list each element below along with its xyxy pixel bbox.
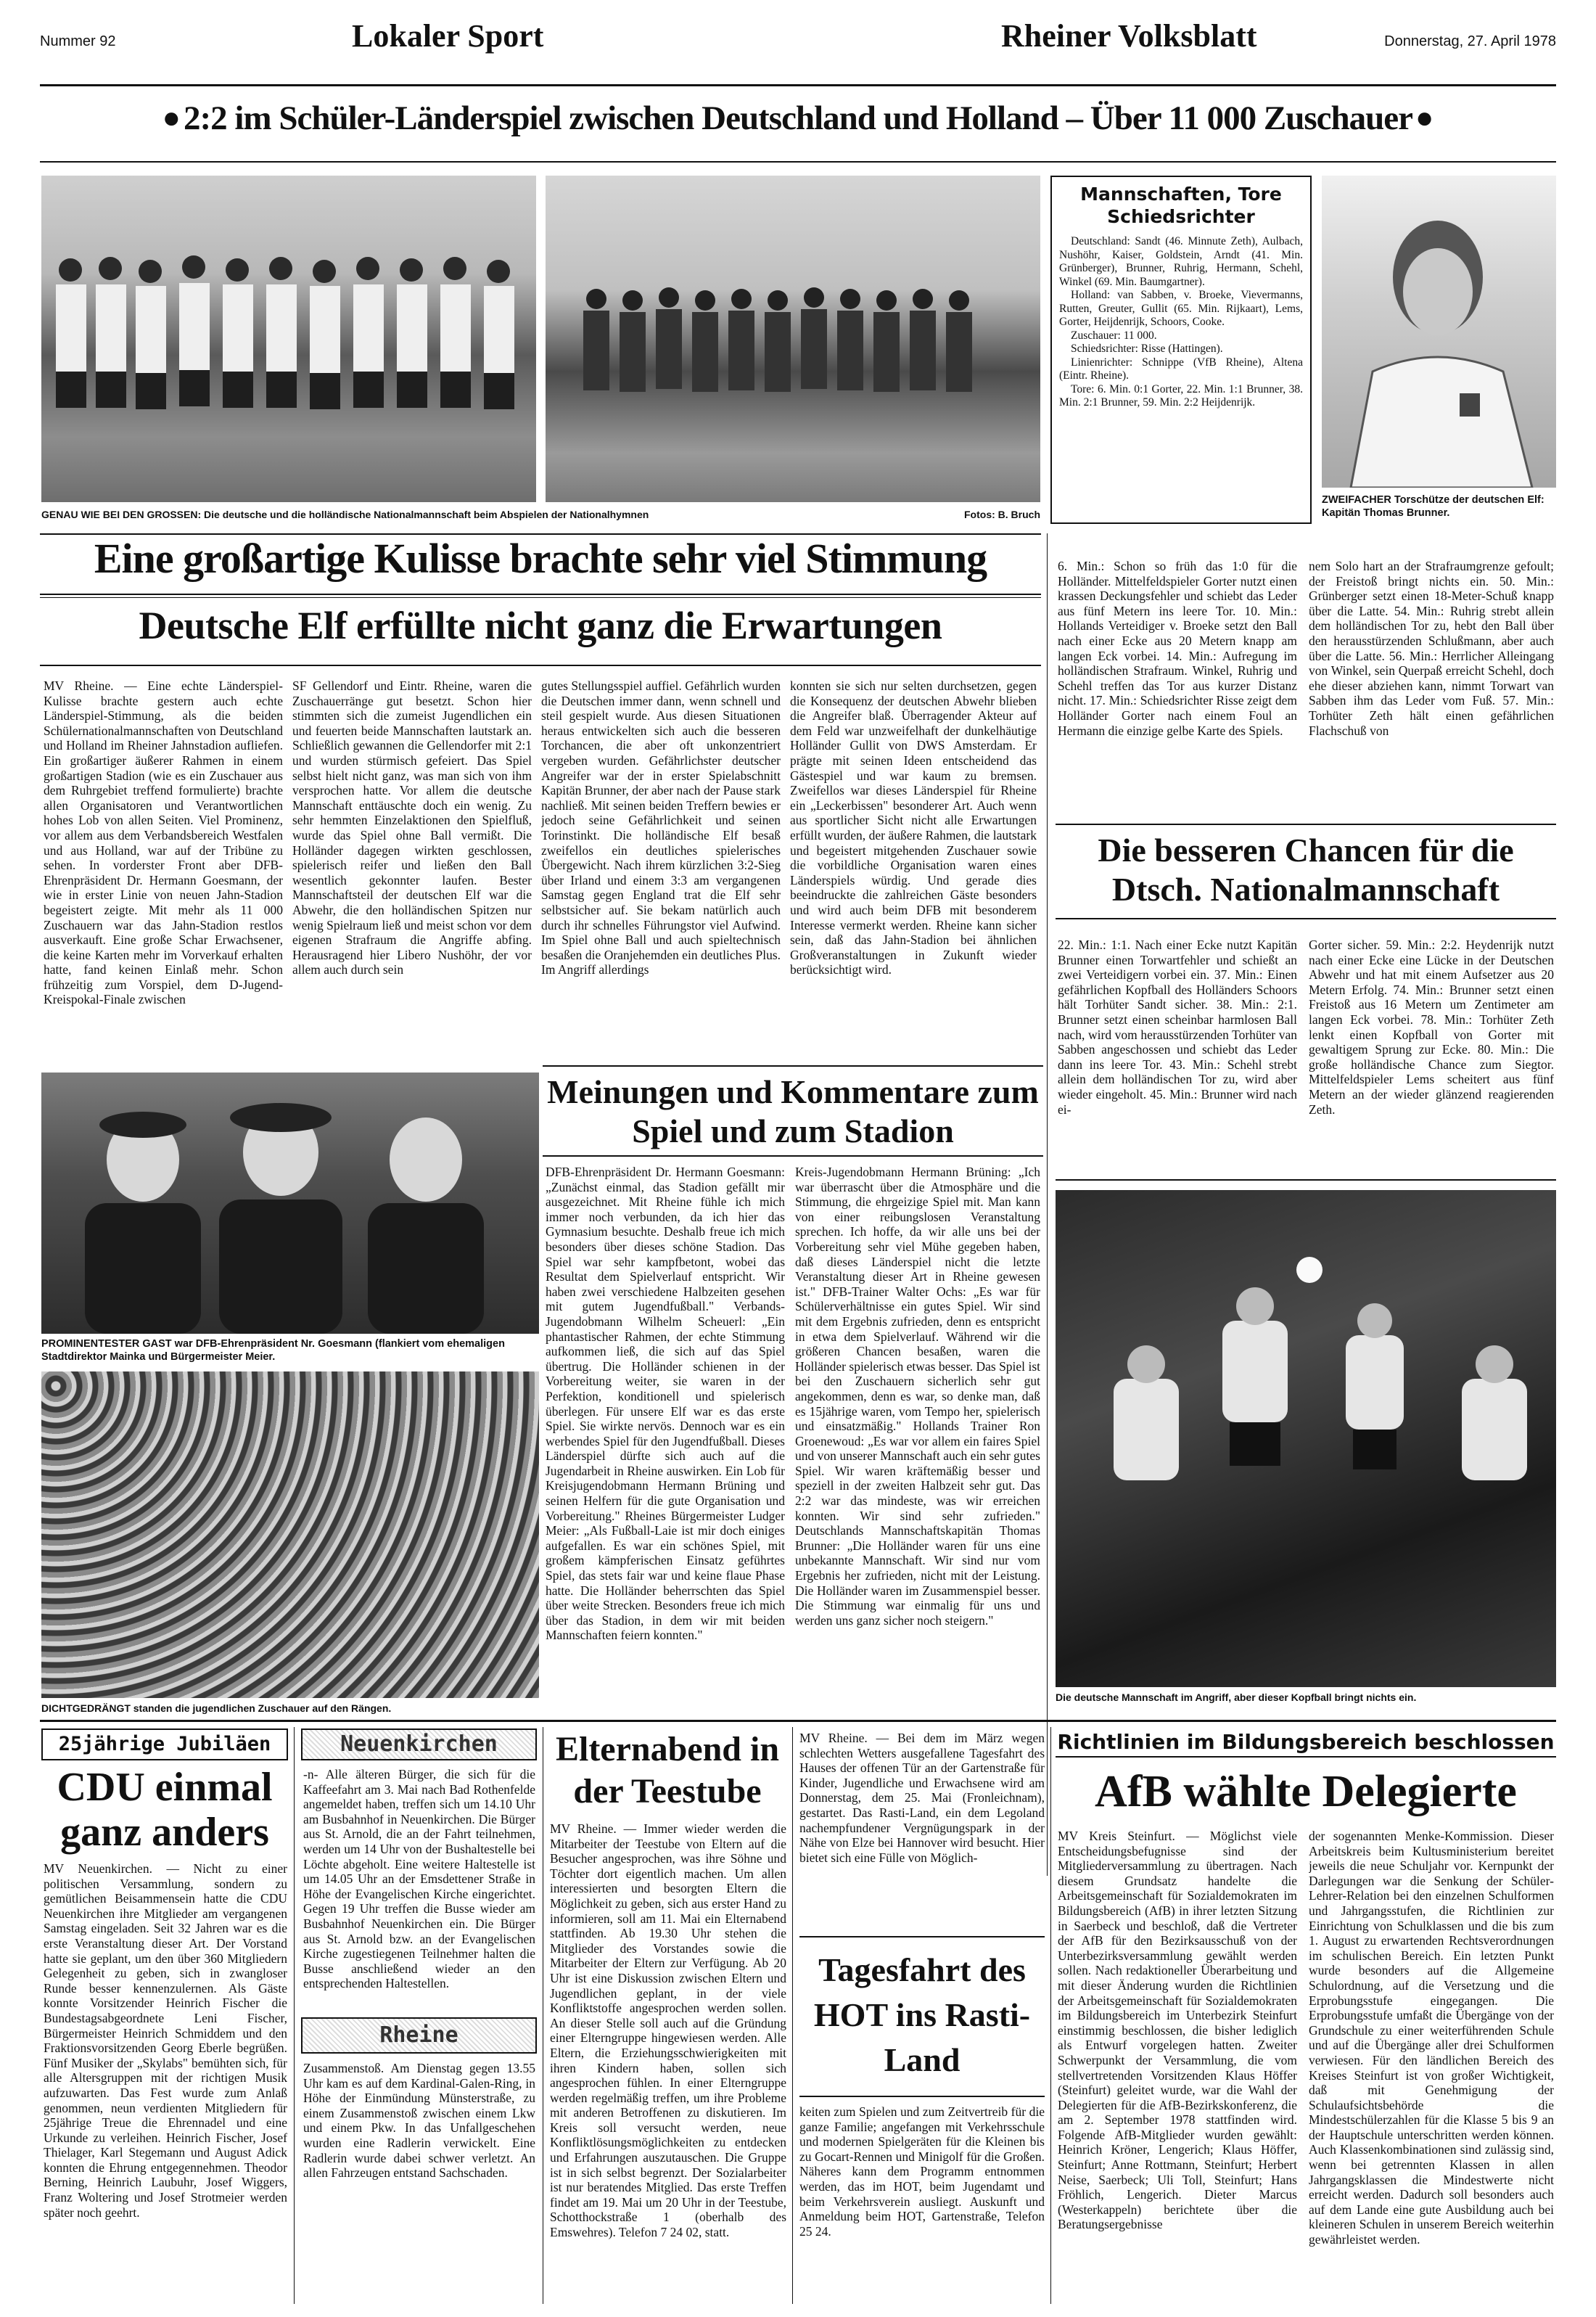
anthem-photo-left	[41, 176, 536, 502]
column-rule	[294, 1727, 295, 2304]
rheine-kicker: Rheine	[301, 2017, 537, 2054]
elternabend-body: MV Rheine. — Immer wieder werden die Mitarbeiter der Teestube von Eltern auf die Besucher angesprochen, was ihre Söhne und Töchter dort eigentlich machen. Um allen interessierten und besorgten Eltern die Möglichkeit zu geben, sich aus erster Hand zu informieren, soll am 11. Mai ein Elternabend stattfinden. Ab 19.30 Uhr stehen die Mitglieder des Vorstandes sowie die Mitarbeiter der Eltern zur Verfügung. Ab 20 Uhr ist eine Diskussion zwischen Eltern und Jugendlichen geplant, in der viele Konfliktstoffe angesprochen werden sollen. An dieser Stelle soll auch auf die Gründung einer Elterngruppe hingewiesen werden. Alle Eltern, die Erziehungsschwierigkeiten mit ihren Kindern haben, sollen sich angesprochen fühlen. In einer Elterngruppe werden regelmäßig treffen, um ihre Probleme mit anderen Betroffenen zu diskutieren. Im Kreis soll versucht werden, neue Konfliktlösungsmöglichkeiten zu entdecken und Erfahrungen auszutauschen. Die Gruppe ist in sich selbst begrenzt. Der Sozialarbeiter ist nur beratendes Mitglied. Das erste Treffen findet am 19. Mai um 20 Uhr in der Teestube, Schotthockstraße 1 (oberhalb des Emswehres). Telefon 7 24 02, statt.	[550, 1821, 786, 2240]
chronicle-col2: nem Solo hart an der Strafraumgrenze gefoult; der Freistoß bringt nichts ein. 50. Min.: Grünberger setzt einen 18-Meter-Schuß knapp über die Latte. 54. Min.: Ruhrig strebt allein dem holländischen Tor zu, hebt den Ball über den herausstürzenden Schlußmann, aber auch über die Latte. 56. Min.: Herrlicher Alleingang von Winkel, sein Querpaß erreicht Schehl, doch ehe dieser abziehen kann, nimmt Torwart van Sabben ihm das Leder vom Fuß. 57. Min.: Torhüter Zeth hält einen gefährlichen Flachschuß von	[1309, 559, 1554, 738]
afb-kicker: Richtlinien im Bildungsbereich beschlossen	[1056, 1728, 1556, 1758]
column-rule	[1047, 533, 1048, 1876]
caption-text: Die deutsche und die holländische Nationalmannschaft beim Abspielen der Nationalhymnen	[204, 509, 649, 520]
cdu-headline: CDU einmal ganz anders	[57, 1765, 273, 1855]
section-rule	[1056, 824, 1556, 825]
banner-headline: 2:2 im Schüler-Länderspiel zwischen Deutschland und Holland – Über 11 000 Zuschauer	[183, 99, 1413, 137]
lineup-title: Mannschaften, Tore Schiedsrichter	[1080, 184, 1282, 227]
lineup-text	[1059, 235, 1303, 511]
lineup-box	[1050, 176, 1312, 524]
tagesfahrt-intro: MV Rheine. — Bei dem im März wegen schlechten Wetters ausgefallene Tagesfahrt des Hauses der offenen Tür an der Gartenstraße für Kinder, Jugendliche und Erwachsene wird am Donnerstag, dem 25. Mai (Fronleichnam), gestartet. Das Rasti-Land, ein dem Legoland nachempfundener Vergnügungspark in der Nähe von Elze bei Hannover wird besucht. Hier bietet sich eine Fülle von Möglich-	[799, 1731, 1045, 1865]
main-subheadline: Deutsche Elf erfüllte nicht ganz die Erwartungen	[139, 604, 942, 647]
headline-rule	[40, 665, 1041, 666]
neuenkirchen-body: -n- Alle älteren Bürger, die sich für die Kaffeefahrt am 3. Mai nach Bad Rothenfelde angemeldet haben, treffen sich um 14.10 Uhr am Busbahnhof in Neuenkirchen. Die Bürger aus St. Arnold, die an der Fahrt teilnehmen, werden um 14 Uhr von der Bushaltestelle bei Löchte abgeholt. Eine weitere Haltestelle ist um 14.05 Uhr an der Emsdettener Straße in Höhe der Evangelischen Kirche eingerichtet. Gegen 19 Uhr treffen die Busse wieder am Busbahnhof Neuenkirchen ein. Die Bürger aus St. Arnold bzw. an der Evangelischen Kirche zugestiegenen Teilnehmer halten die Busse anschließend wieder an den entsprechenden Haltestellen.	[303, 1767, 535, 1991]
bullet-icon: ●	[1415, 102, 1434, 135]
team-lineup-figures	[41, 176, 536, 502]
attack-caption: Die deutsche Mannschaft im Angriff, aber dieser Kopfball bringt nichts ein.	[1056, 1691, 1417, 1703]
issue-date: Donnerstag, 27. April 1978	[1384, 33, 1556, 49]
banner-rule	[40, 161, 1556, 163]
brunner-portrait-photo	[1322, 176, 1556, 488]
crowd-caption: DICHTGEDRÄNGT standen die jugendlichen Zuschauer auf den Rängen.	[41, 1702, 392, 1714]
cdu-body: MV Neuenkirchen. — Nicht zu einer politischen Versammlung, sondern zu gemütlichen Beisammensein hatte die CDU Neuenkirchen ihre Mitglieder am vergangenen Samstag eingeladen. Seit 32 Jahren war es die erste Veranstaltung dieser Art. Der Vorstand hatte sie geplant, um den über 360 Mitgliedern Gelegenheit zu geben, sich in zwangloser Runde besser kennenzulernen. Als Gäste konnte Vorsitzender Heinrich Fischer die Bundestagsabgeordnete Leni Fischer, Bürgermeister Heinrich Schmiddem und den Fraktionsvorsitzenden Georg Eberle begrüßen. Fünf Musiker der „Skylabs" bemühten sich, für alle Altersgruppen mit der richtigen Musik aufzuwarten. Das Fest wurde zum Anlaß genommen, neun verdienten Mitgliedern für 25jährige Treue die Ehrennadel und eine Urkunde zu verleihen. Heinrich Fischer, Josef Thielager, Karl Stegemann und August Adick konnten die Ehrung entgegennehmen. Theodor Berning, Heinrich Laubuhr, Josef Wiggers, Franz Woltering und Josef Strotmeier werden später noch geehrt.	[44, 1861, 287, 2220]
afb-col2: der sogenannten Menke-Kommission. Dieser Arbeitskreis beim Kultusministerium bereitet jeweils die neue Schuljahr vor. Kernpunkt der Darlegungen war die Senkung der Schüler-Lehrer-Relation bei den einzelnen Schulformen und Jahrgangsstufen, die Richtlinien zur Einrichtung von Schulklassen und die bis zum 1. August zu erwartenden Rechtsverordnungen im schulischen Bereich. Ein letzten Punkt wurde besonders auf die Allgemeine Schulordnung, auf die Versetzung und die Erprobungsstufe eingegangen. Die Erprobungsstufe umfaßt die Übergänge von der Grundschule zu einer weiterführenden Schule und auf die Übergänge aller drei Schulformen verwiesen. Für den ländlichen Bereich des Kreises Steinfurt ist von großer Wichtigkeit, daß mit Genehmigung der Schulaufsichtsbehörde die Mindestschülerzahlen für die Klasse 5 bis 9 an der Hauptschule unterschritten werden können. Auch Klassenkombinationen sind zulässig sind, wenn bei getrennten Klassen in allen Jahrgangsklassen die Mindestwerte nicht erreicht werden. Dadurch soll besonders auch auf dem Lande eine gute Ausbildung auch bei kleineren Schulen in unserem Bereich weiterhin gewährleistet werden.	[1309, 1829, 1554, 2247]
section-rule	[543, 1065, 1043, 1067]
top-photo-caption	[41, 508, 1040, 522]
tagesfahrt-headline: Tagesfahrt des HOT ins Rasti-Land	[813, 1951, 1031, 2078]
section-rule	[543, 1155, 1043, 1157]
meinungen-col1: DFB-Ehrenpräsident Dr. Hermann Goesmann: „Zunächst einmal, das Stadion gefällt mir ausgezeichnet. Mit Rheine fühle ich mich immer noch verbunden, da ich hier das Gymnasium besuchte. Deshalb freue ich mich besonders über dieses schöne Stadion. Das Spiel war sehr kampfbetont, wobei das Resultat dem Spielverlauf entspricht. Wir haben zwei verschiedene Halbzeiten gesehen mit gutem Jugendfußball." Verbands-Jugendobmann Wilhelm Scheuerl: „Ein phantastischer Rahmen, der echte Stimmung aufkommen ließ, die sich auf das Spiel übertrug. Die Holländer schienen in der Vorbereitung weiter, sie waren in der Perfektion, konditionell und spielerisch überlegen. Für unsere Elf war es das erste Spiel. Sie wirkte nervös. Dennoch war es ein werbendes Spiel für den Jugendfußball. Dieses Länderspiel dürfte sich auch auf die Jugendarbeit in Rheine auswirken. Ein Lob für Kreisjugendobmann Hermann Brüning und seinen Helfern für die gute Organisation und Vorbereitung." Rheines Bürgermeister Ludger Meier: „Als Fußball-Laie ist mir doch einiges aufgefallen. Es war ein schönes Spiel, mit großem kämpferischen Einsatz geführtes Spiel, das stets fair war und keine flaue Phase hatte. Die Holländer beherrschten das Spiel über weite Strecken. Besonders freue ich mich über das Stadion, in dem wir mit beiden Mannschaften feiern konnten."	[546, 1165, 785, 1643]
bottom-section-rule	[40, 1720, 1556, 1722]
main-article-col1: MV Rheine. — Eine echte Länderspiel-Kulisse brachte gestern auch echte Länderspiel-Stimmung, als die beiden Schülernationalmannschaften von Deutschland und Holland im Rheiner Jahnstadion aufliefen. Ein großartiger äußerer Rahmen in einem großartigen Stadion (wie es ein Zuschauer aus dem Ruhrgebiet treffend formulierte) brachte allen Organisatoren und Verantwortlichen hohes Lob von allen Seiten. Viel Prominenz, vor allem aus dem Verbandsbereich Westfalen und aus Holland, war auf der Tribüne zu sehen. In vorderster Front aber DFB-Ehrenpräsident Dr. Hermann Goesmann, der wie in erster Linie von neuen Jahn-Stadion begeistert zeigte. Mit mehr als 11 000 Zuschauern war das Jahn-Stadion restlos ausverkauft. Eine große Schar Erwachsener, die keine Karten mehr im Vorverkauf erhalten hatte, fand keinen Einlaß mehr. Schon frühzeitig zum Vorspiel, dem D-Jugend-Kreispokal-Finale zwischen	[44, 678, 283, 1007]
afb-col1: MV Kreis Steinfurt. — Möglichst viele Entscheidungsbefugnisse sind der Mitgliederversammlung zu übertragen. Nach diesem Grundsatz handelte die Arbeitsgemeinschaft für Sozialdemokraten im Bildungsbereich (AfB) in ihrer letzten Sitzung in Saerbeck und beschloß, daß die Vertreter der AfB für den Bezirksausschuß von der Unterbezirksversammlung gewählt werden sollen. Nach redaktioneller Überarbeitung und mit dieser Änderung wurden die Richtlinien der Arbeitsgemeinschaft für Sozialdemokraten im Bildungsbereich im Unterbezirk Steinfurt einstimmig beschlossen, die bisher lediglich als Entwurf vorgelegen hatten. Zweiter Schwerpunkt der Versammlung, die vom stellvertretenden Vorsitzenden Klaus Höffer (Steinfurt) geleitet wurde, war die Wahl der Delegierten für die AfB-Bezirkskonferenz, die am 2. September 1978 stattfinden wird. Folgende AfB-Mitglieder wurden gewählt: Heinrich Kröner, Lengerich; Klaus Höffer, Steinfurt; Anne Rottmann, Steinfurt; Herbert Neise, Saerbeck; Uli Toll, Steinfurt; Hans Fröhlich, Lengerich. Dieter Marcus (Westerkappeln) berichtete über die Beratungsergebnisse	[1058, 1829, 1297, 2232]
section-title: Lokaler Sport	[352, 18, 544, 54]
chances-col2: Gorter sicher. 59. Min.: 2:2. Heydenrijk nutzt nach einer Ecke eine Lücke in der Deutschen Abwehr und hat mit einem Aufsetzer aus 20 Metern Erfolg. 74. Min.: Brunner setzt einen Freistoß aus 16 Metern um Zentimeter am langen Eck vorbei. 78. Min.: Torhüter Zeth lenkt einen Kopfball von Gorter mit gewaltigem Sprung zur Ecke. 80. Min.: Die große holländische Chance zum Siegtor. Mittelfeldspieler Lems scheitert aus fünf Metern an der wieder glänzend reagierenden Zeth.	[1309, 938, 1554, 1117]
team-lineup-figures	[546, 176, 1040, 502]
meinungen-headline: Meinungen und Kommentare zum Spiel und zum Stadion	[547, 1073, 1039, 1149]
main-article-col4: konnten sie sich nur selten durchsetzen, gegen die Konsequenz der deutschen Abwehr blieben die Angreifer blaß. Überragender Akteur auf dem Feld war unzweifelhaft der dunkelhäutige Holländer Gullit von DWS Amsterdam. Er prägte mit seinen Ideen entscheidend das Gästespiel und war kaum zu bremsen. Zweifellos war dieses Länderspiel für Rheine ein „Leckerbissen" besonderer Art. Auch wenn aus sportlicher Sicht nicht alle Erwartungen erfüllt wurden, der äußere Rahmen, die lautstark und begeistert mitgehenden Zuschauer sowie die vorbildliche Organisation waren eines Länderspiels würdig. Und gerade dies beeindruckte die zahlreichen Gäste besonders und wird auch beim DFB mit besonderem Interesse vermerkt werden. Rheine kann sicher sein, daß das Jahn-Stadion bei ähnlichen Großveranstaltungen in Zukunft wieder berücksichtigt wird.	[790, 678, 1037, 977]
banner	[40, 99, 1556, 142]
bullet-icon: ●	[162, 102, 181, 135]
section-rule	[1056, 918, 1556, 919]
column-rule	[1050, 1727, 1051, 2304]
chances-col1: 22. Min.: 1:1. Nach einer Ecke nutzt Kapitän Brunner einen Torwartfehler und schießt an zwei Verteidigern vorbei ein. 37. Min.: Einen gefährlichen Kopfball des Holländers Schoors hält Torhüter Sandt sicher. 38. Min.: 2:1. Brunner setzt einen scheinbar harmlosen Ball nach, wird vom herausstürzenden Torhüter van Sabben angeschossen und schiebt das Leder dann ins leere Tor. 43. Min.: Schehl strebt allein dem holländischen Tor zu, wird aber wieder eingeholt. 45. Min.: Brunner wird nach ei-	[1058, 938, 1297, 1117]
chronicle-col1: 6. Min.: Schon so früh das 1:0 für die Holländer. Mittelfeldspieler Gorter nutzt einen krassen Deckungsfehler und schiebt das Leder aus fünf Metern ins leere Tor. 10. Min.: Hollands Verteidiger v. Broeke setzt den Ball nach einer Ecke aus 20 Metern knapp am langen Eck vorbei. 14. Min.: Aufregung im holländischen Strafraum. Winkel, Ruhrig und Schehl treffen das Tor aus kurzer Distanz nicht. 17. Min.: Schiedsrichter Risse zeigt dem Holländer Gorter nach einem Foul an Hermann die einzige gelbe Karte des Spiels.	[1058, 559, 1297, 738]
neuenkirchen-kicker: Neuenkirchen	[301, 1728, 537, 1760]
caption-lead: GENAU WIE BEI DEN GROSSEN:	[41, 509, 202, 520]
elternabend-headline: Elternabend in der Teestube	[555, 1730, 780, 1810]
lineup-spectators: Zuschauer: 11 000.	[1071, 329, 1157, 342]
masthead	[40, 15, 1556, 58]
chances-headline: Die besseren Chancen für die Dtsch. Nationalmannschaft	[1098, 832, 1514, 908]
attack-photo	[1056, 1190, 1556, 1687]
newspaper-name: Rheiner Volksblatt	[1001, 18, 1257, 54]
headline-rule	[40, 594, 1041, 595]
rheine-body: Zusammenstoß. Am Dienstag gegen 13.55 Uhr kam es auf dem Kardinal-Galen-Ring, in Höhe der Einmündung Münsterstraße, zu einem Zusammenstoß zwischen einem Lkw und einem Pkw. In das Unfallgeschehen wurden eine Radlerin verwickelt. Eine Radlerin wurde dabei schwer verletzt. An allen Fahrzeugen entstand Sachschaden.	[303, 2061, 535, 2181]
lineup-referee: Schiedsrichter: Risse (Hattingen).	[1071, 343, 1223, 355]
main-article-col3: gutes Stellungsspiel auffiel. Gefährlich wurden die Deutschen immer dann, wenn schnell und steil gespielt wurde. Aus diesen Situationen heraus entwickelten sich auch die besseren Torchancen, die aber oft unkonzentriert vergeben wurden. Gefährlichster deutscher Angreifer war der in erster Spielabschnitt Kapitän Brunner, der aber nach der Pause stark nachließ. Mit seinen beiden Treffern bewies er jedoch seine Gefährlichkeit und seinen Torinstinkt. Die holländische Elf besaß zweifellos ein deutliches spielerisches Übergewicht. Nach ihrem kürzlichen 3:2-Sieg über Irland und einem 3:3 am vergangenen Samstag gegen England trat die Elf sehr selbstsicher auf. Sie bekam natürlich auch durch ihr schnelles Führungstor viel Aufwind. Im Spiel ohne Ball und auch spieltechnisch besaßen die Oranjehemden ein deutliches Plus. Im Angriff allerdings	[541, 678, 781, 977]
headline-rule	[40, 597, 1041, 598]
section-rule	[1056, 1179, 1556, 1181]
meinungen-col2: Kreis-Jugendobmann Hermann Brüning: „Ich war überrascht über die Atmosphäre und die Stimmung, die ehrgeizige Spiel mit. Man kann von einer reibungslosen Veranstaltung sprechen. Ich hoffe, da wir alle uns bei der Vorbereitung sehr viel Mühe gegeben haben, daß dieses Länderspiel nicht die letzte Veranstaltung dieser Art in Rheine gewesen ist." DFB-Trainer Walter Ochs: „Es war für Schülerverhältnisse ein gutes Spiel. Wir sind mit dem Ergebnis zufrieden, denn es entspricht in etwa dem Spielverlauf. Während wir die größeren Chancen besaßen, waren die Holländer spielerisch etwas besser. Das Spiel ist bei den Zuschauern sicherlich sehr gut angekommen, denn es war, so denke man, daß es 15jährige waren, vom Tempo her, spielerisch und einsatzmäßig." Hollands Trainer Ron Groenewoud: „Es war vor allem ein faires Spiel und von unserer Mannschaft auch ein sehr gutes Spiel. Wir waren kräftemäßig besser und speziell in der zweiten Halbzeit sehr gut. Das 2:2 war das mindeste, was wir erreichen konnten. Wir sind sehr zufrieden." Deutschlands Mannschaftskapitän Thomas Brunner: „Die Holländer waren für uns eine unbekannte Mannschaft. Wir sind nur vom Ergebnis her zufrieden, nicht mit der Leistung. Die Holländer waren im Zusammenspiel besser. Die Stimmung war einmalig für uns und werden uns ganz sicher noch steigern."	[795, 1165, 1040, 1628]
tagesfahrt-body: keiten zum Spielen und zum Zeitvertreib für die ganze Familie; angefangen mit Verkehrsschule und modernen Spielgeräten für die Kleinen bis zu Gocart-Rennen und Minigolf für die Großen. Näheres kann dem Programm entnommen werden, das im HOT, beim Jugendamt und beim Verkehrsverein ausliegt. Auskunft und Anmeldung beim HOT, Gartenstraße, Telefon 25 24.	[799, 2104, 1045, 2239]
prominent-guest-photo	[41, 1073, 539, 1334]
portrait-caption: ZWEIFACHER Torschütze der deutschen Elf: Kapitän Thomas Brunner.	[1322, 494, 1544, 519]
guests-figures	[41, 1073, 539, 1334]
page-number: Nummer 92	[40, 33, 116, 49]
tagesfahrt-box	[799, 1936, 1045, 2097]
player-portrait-figure	[1322, 176, 1556, 488]
crowd-photo	[41, 1371, 539, 1698]
lineup-linesmen: Linienrichter: Schnippe (VfB Rheine), Altena (Eintr. Rheine).	[1059, 356, 1303, 382]
prominent-caption: PROMINENTESTER GAST war DFB-Ehrenpräsident Nr. Goesmann (flankiert vom ehemaligen Stadtdirektor Mainka und Bürgermeister Meier.	[41, 1338, 505, 1363]
heading-duel-figures	[1056, 1190, 1556, 1687]
masthead-rule	[40, 84, 1556, 86]
cdu-kicker: 25jährige Jubiläen	[41, 1728, 288, 1760]
lineup-germany: Deutschland: Sandt (46. Minnute Zeth), Aulbach, Nushöhr, Kaiser, Goldstein, Arndt (41. Min. Grünberger), Brunner, Ruhrig, Hermann, Schehl, Winkel (69. Min. Baumgartner).	[1059, 235, 1303, 288]
lineup-holland: Holland: van Sabben, v. Broeke, Vievermanns, Rutten, Greuter, Gullit (65. Min. Rijkaart), Lems, Gorter, Heijdenrijk, Schoors, Cooke.	[1059, 289, 1303, 328]
main-headline: Eine großartige Kulisse brachte sehr viel Stimmung	[94, 535, 987, 582]
lineup-goals: Tore: 6. Min. 0:1 Gorter, 22. Min. 1:1 Brunner, 38. Min. 2:1 Brunner, 59. Min. 2:2 Heijdenrijk.	[1059, 382, 1303, 409]
photo-credit: Fotos: B. Bruch	[964, 509, 1040, 520]
afb-headline: AfB wählte Delegierte	[1095, 1767, 1517, 1816]
anthem-photo-right	[546, 176, 1040, 502]
column-rule	[792, 1727, 793, 2304]
main-article-col2: SF Gellendorf und Eintr. Rheine, waren die Zuschauerränge gut besetzt. Schon hier stimmten sich die zumeist Jugendlichen ein und feuerten beide Mannschaften lautstark an. Schließlich gewannen die Gellendorfer mit 2:1 und wurden stürmisch gefeiert. Das Spiel selbst hielt nicht ganz, was man sich von ihm versprochen hatte. Vor allem die deutsche Mannschaft enttäuschte doch ein wenig. Zu sehr hemmten Einzelaktionen den Spielfluß, wurde das Spiel ohne Ball vermißt. Die Holländer dagegen wirkten geschlossen, spielerisch reifer und ließen den Ball wesentlich gekonnter laufen. Bester Mannschaftsteil der deutschen Elf war die Abwehr, die den holländischen Spitzen nur wenig Spielraum ließ und meist schon vor dem eigenen Strafraum die Angriffe abfing. Herausragend hier Libero Nushöhr, der vor allem auch durch sein	[292, 678, 532, 977]
